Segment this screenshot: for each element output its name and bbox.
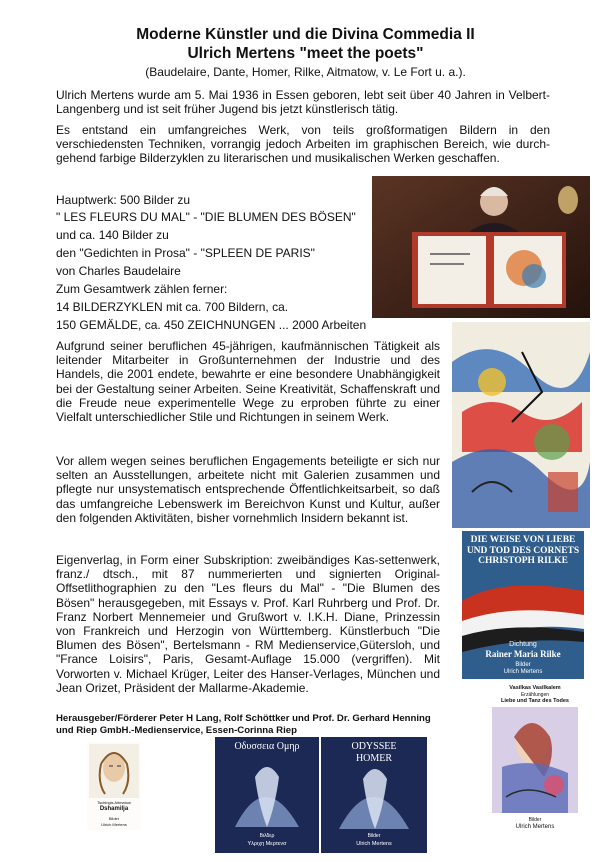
page-title: Moderne Künstler und die Divina Commedia II	[136, 26, 475, 43]
publications-paragraph: Eigenverlag, in Form einer Subskription: zweibändiges Kas-settenwerk, franz./ dtsch., mit 87 nummerierten und signierten Original-Offsetlithographien zu den "Les fleurs du Mal" - "Die Blumen des Bösen" herausgegeben, mit Essays v. Prof. Karl Ruhrberg und Prof. Dr. Franz Norbert Mennemeier und Grußwort v. I.K.H. Diane, Prinzessin von Frankreich und Herzogin von Württemberg. Künstlerbuch "Die Blumen des Bösen", Bertelsmann - RM Medienservice,Gütersloh, und "France Loisirs", Paris, Gesamt-Auflage 15.000 (vergriffen). Mit Vorworten v. Michael Krüger, Leiter des Hanser-Verlages, München und Jean Orizet, Präsident der Mallarme-Akademie.	[56, 553, 440, 695]
dshamilja-book-cover	[87, 742, 141, 830]
works-line-6: Zum Gesamtwerk zählen ferner:	[56, 282, 228, 296]
publisher-credits: Herausgeber/Förderer Peter H Lang, Rolf Schöttker und Prof. Dr. Gerhard Henning und Riep GmbH.-Medienservice, Essen-Corinna Riep	[56, 713, 431, 736]
vasilkas-subtitle: Erzählungen	[520, 692, 550, 698]
odyssey-greek-bilder: Βιλδερ	[259, 833, 275, 839]
exhibitions-paragraph: Vor allem wegen seines beruflichen Engagements beteiligte er sich nur selten an Ausstellungen, arbeitete nicht mit Galerien zusammen und pflegte nur unsystematisch entsprechende Öffentlichkeitsarbeit, so daß das umfangreiche Lebenswerk im Bereichvon Kunst und Kultur, außer den folgenden Aktivitäten, bisher vornehmlich Insidern bekannt ist.	[56, 454, 440, 525]
career-paragraph: Aufgrund seiner beruflichen 45-jährigen, kaufmännischen Tätigkeit als leitender Mitarbeiter in Großunternehmen der Industrie und des Handels, die 2001 endete, bewahrte er eine besondere Unabhängigkeit bei der Gestaltung seiner Arbeiten. Seine Kreativität, Schaffenskraft und die Freude neue experimentelle Wege zu erproben führte zu einer Vielfalt unterschiedlicher Stile und Richtungen in seinem Werk.	[56, 339, 440, 425]
odyssey-artist: Ulrich Mertens	[356, 841, 392, 847]
rilke-dichtung: Dichtung	[509, 641, 537, 648]
vasilkas-artist: Ulrich Mertens	[515, 824, 555, 830]
works-line-5: von Charles Baudelaire	[56, 264, 181, 278]
vasilkas-cover-art	[492, 707, 578, 813]
rilke-book-cover	[462, 531, 584, 679]
dshamilja-cover-art	[89, 744, 139, 798]
odyssey-author: HOMER	[355, 753, 393, 764]
rilke-author: Rainer Maria Rilke	[485, 649, 561, 659]
works-line-1: Hauptwerk: 500 Bilder zu	[56, 193, 191, 207]
dshamilja-bilder: Bilder	[108, 816, 120, 821]
intro-paragraph-2: Es entstand ein umfangreiches Werk, von teils großformatigen Bildern in den verschiedensten Techniken, vorrangig jedoch Arbeiten im graphischen Bereich, wie durch-gehend farbige Bilderzyklen zu literarischen und musikalischen Werken geschaffen.	[56, 123, 550, 166]
intro-paragraph-1: Ulrich Mertens wurde am 5. Mai 1936 in Essen geboren, lebt seit über 40 Jahren in Velbert-Langenberg und ist seit früher Jugend bis jetzt künstlerisch tätig.	[56, 88, 550, 117]
vasilkas-bilder: Bilder	[528, 817, 542, 823]
works-line-2: " LES FLEURS DU MAL" - "DIE BLUMEN DES BÖSEN"	[56, 210, 356, 224]
abstract-painting	[452, 322, 590, 528]
dshamilja-artist: Ulrich Mertens	[101, 822, 127, 827]
dshamilja-title: Dshamilja	[99, 806, 129, 812]
rilke-bilder: Bilder	[515, 662, 531, 668]
vasilkas-book-cover	[486, 683, 584, 835]
rilke-artist: Ulrich Mertens	[503, 669, 543, 675]
odyssey-greek-cover	[215, 737, 319, 853]
poets-list: (Baudelaire, Dante, Homer, Rilke, Aitmatow, v. Le Fort u. a.).	[145, 65, 466, 79]
odyssey-greek-title: Οδυσσεια Ομηρ	[234, 741, 300, 752]
works-line-8: 150 GEMÄLDE, ca. 450 ZEICHNUNGEN ... 2000 Arbeiten	[56, 318, 367, 332]
odyssey-title: ODYSSEE	[351, 741, 397, 752]
artist-photo	[372, 176, 590, 318]
rilke-title: DIE WEISE VON LIEBE UND TOD DES CORNETS CHRISTOPH RILKE	[466, 535, 580, 566]
page-subtitle-artist: Ulrich Mertens "meet the poets"	[187, 45, 424, 62]
works-line-3: und ca. 140 Bilder zu	[56, 228, 169, 242]
works-line-7: 14 BILDERZYKLEN mit ca. 700 Bildern, ca.	[56, 300, 289, 314]
vasilkas-title: Liebe und Tanz des Todes	[501, 698, 569, 704]
vasilkas-author: Vasilkas Vasilkalem	[509, 685, 561, 691]
works-line-4: den "Gedichten in Prosa" - "SPLEEN DE PARIS"	[56, 246, 315, 260]
dshamilja-author: Tschingis Aitmatow	[97, 800, 131, 805]
odyssey-bilder: Bilder	[367, 833, 381, 839]
odyssey-greek-artist: Υλριχη Μερτενσ	[247, 841, 287, 847]
odyssey-cover	[321, 737, 427, 853]
